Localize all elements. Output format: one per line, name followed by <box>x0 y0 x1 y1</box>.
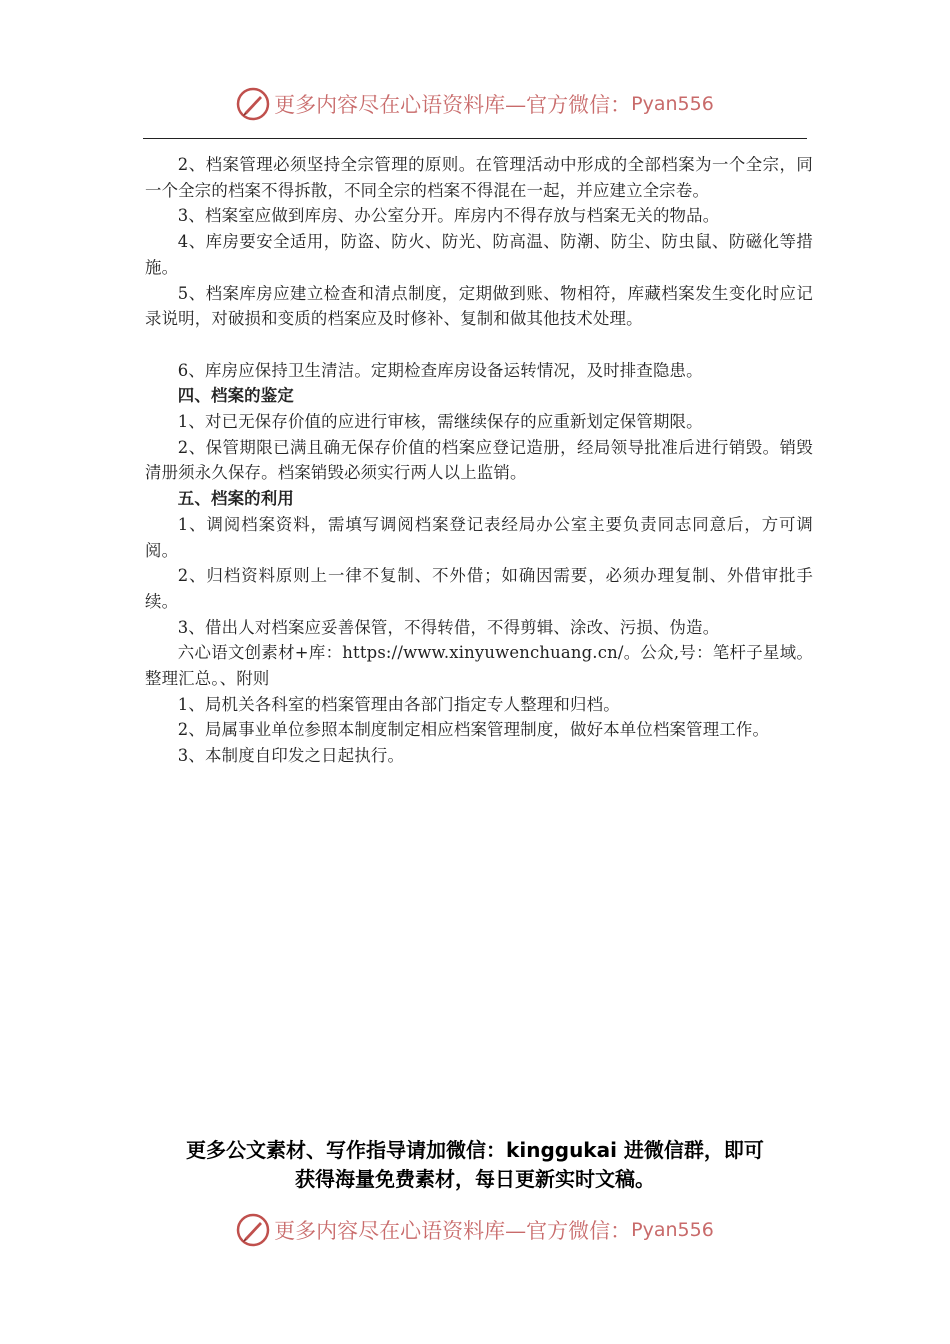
paragraph: 2、保管期限已满且确无保存价值的档案应登记造册，经局领导批准后进行销毁。销毁清册须永久保存。档案销毁必须实行两人以上监销。 <box>145 437 813 483</box>
paragraph: 5、档案库房应建立检查和清点制度，定期做到账、物相符，库藏档案发生变化时应记录说明，对破损和变质的档案应及时修补、复制和做其他技术处理。 <box>145 283 813 329</box>
banner-handle: Pyan556 <box>631 1219 714 1241</box>
footer-promo <box>145 1136 805 1194</box>
paragraph: 3、本制度自印发之日起执行。 <box>177 746 405 766</box>
paragraph: 4、库房要安全适用，防盗、防火、防光、防高温、防潮、防尘、防虫鼠、防磁化等措施。 <box>145 232 813 277</box>
footer-banner <box>0 1208 950 1252</box>
paragraph: 2、归档资料原则上一律不复制、不外借；如确因需要，必须办理复制、外借审批手续。 <box>145 566 813 611</box>
paragraph: 3、档案室应做到库房、办公室分开。库房内不得存放与档案无关的物品。 <box>177 206 720 226</box>
paragraph: 1、调阅档案资料，需填写调阅档案登记表经局办公室主要负责同志同意后，方可调阅。 <box>145 514 813 560</box>
header-divider <box>143 138 807 139</box>
section-heading: 五、档案的利用 <box>177 489 294 509</box>
footer-promo-line1: 更多公文素材、写作指导请加微信：kinggukai 进微信群，即可 <box>186 1138 764 1162</box>
footer-promo-line2: 获得海量免费素材，每日更新实时文稿。 <box>295 1167 655 1191</box>
header-banner <box>0 82 950 126</box>
paragraph: 2、局属事业单位参照本制度制定相应档案管理制度，做好本单位档案管理工作。 <box>177 720 770 740</box>
document-body <box>145 152 813 769</box>
banner-text: 更多内容尽在心语资料库—官方微信： <box>274 1219 632 1243</box>
paragraph: 1、对已无保存价值的应进行审核，需继续保存的应重新划定保管期限。 <box>177 412 703 432</box>
pen-logo-icon <box>236 87 270 121</box>
paragraph: 1、局机关各科室的档案管理由各部门指定专人整理和归档。 <box>177 694 620 714</box>
section-heading: 四、档案的鉴定 <box>177 386 294 406</box>
banner-text: 更多内容尽在心语资料库—官方微信： <box>274 93 632 117</box>
paragraph: 六心语文创素材+库：https://www.xinyuwenchuang.cn/。公众,号：笔杆子星域。整理汇总。、附则 <box>145 643 813 689</box>
paragraph: 3、借出人对档案应妥善保管，不得转借，不得剪辑、涂改、污损、伪造。 <box>177 617 720 637</box>
pen-logo-icon <box>236 1213 270 1247</box>
paragraph: 6、库房应保持卫生清洁。定期检查库房设备运转情况，及时排查隐患。 <box>177 360 703 380</box>
banner-handle: Pyan556 <box>631 93 714 115</box>
blank-line <box>145 332 813 358</box>
paragraph: 2、档案管理必须坚持全宗管理的原则。在管理活动中形成的全部档案为一个全宗，同一个全宗的档案不得拆散，不同全宗的档案不得混在一起，并应建立全宗卷。 <box>145 155 813 200</box>
